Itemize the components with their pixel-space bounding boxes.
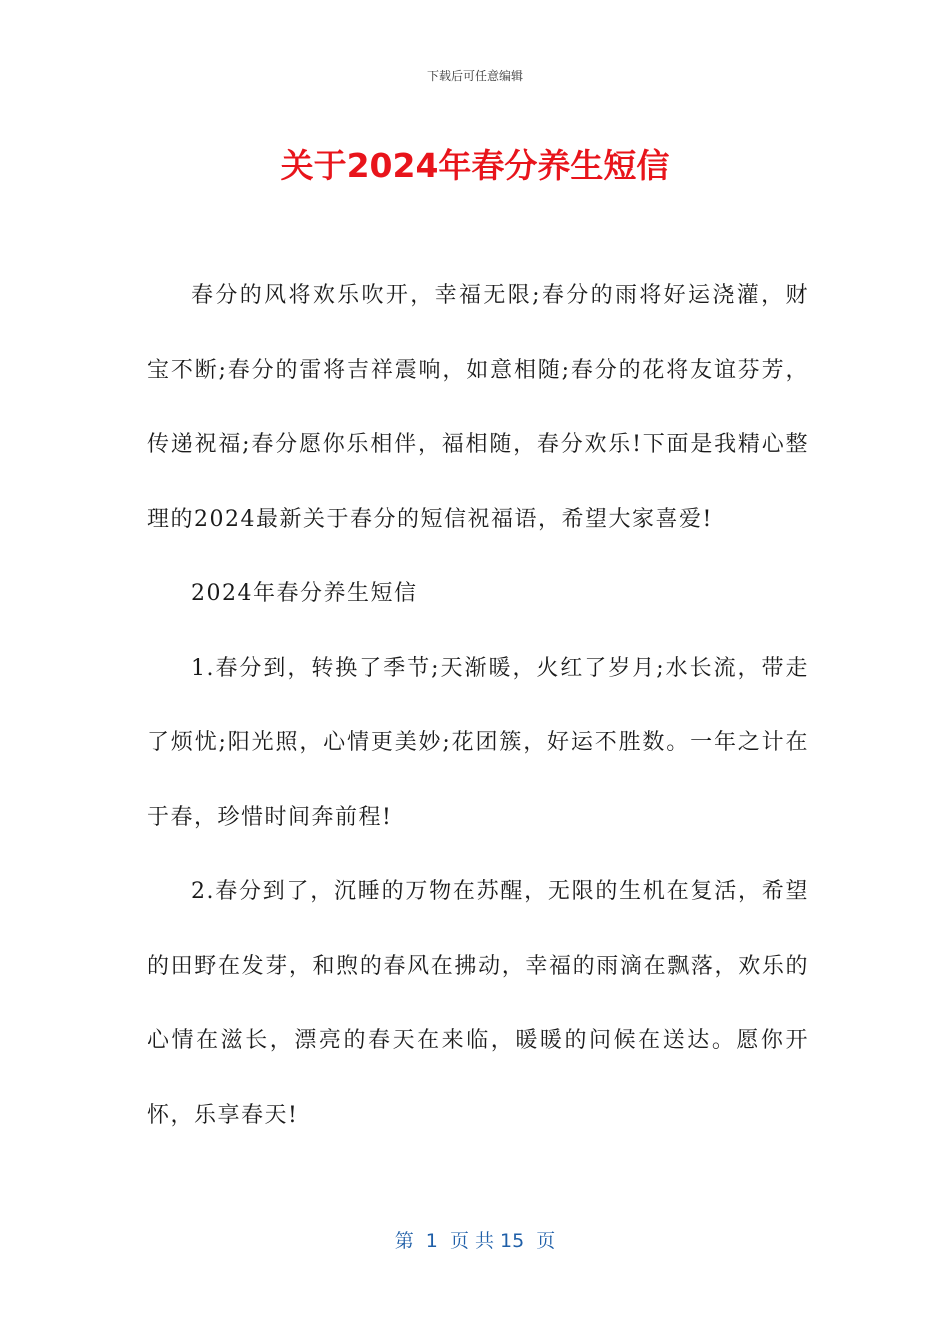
section-heading: 2024年春分养生短信 <box>191 581 418 606</box>
intro-paragraph: 春分的风将欢乐吹开，幸福无限;春分的雨将好运浇灌，财宝不断;春分的雷将吉祥震响，如意相随;春分的花将友谊芬芳，传递祝福;春分愿你乐相伴，福相随，春分欢乐!下面是我精心整理的2024最新关于春分的短信祝福语，希望大家喜爱! <box>147 283 809 532</box>
message-item-1: 1.春分到，转换了季节;天渐暖，火红了岁月;水长流，带走了烦忧;阳光照，心情更美妙;花团簇，好运不胜数。一年之计在于春，珍惜时间奔前程! <box>147 655 809 830</box>
document-body <box>147 259 809 1153</box>
header-note: 下载后可任意编辑 <box>426 69 523 83</box>
message-item-2: 2.春分到了，沉睡的万物在苏醒，无限的生机在复活，希望的田野在发芽，和煦的春风在拂动，幸福的雨滴在飘落，欢乐的心情在滋长，漂亮的春天在来临，暖暖的问候在送达。愿你开怀，乐享春天! <box>147 879 809 1128</box>
document-title: 关于2024年春分养生短信 <box>280 146 670 185</box>
page-number: 第 1 页 共 15 页 <box>394 1230 556 1252</box>
